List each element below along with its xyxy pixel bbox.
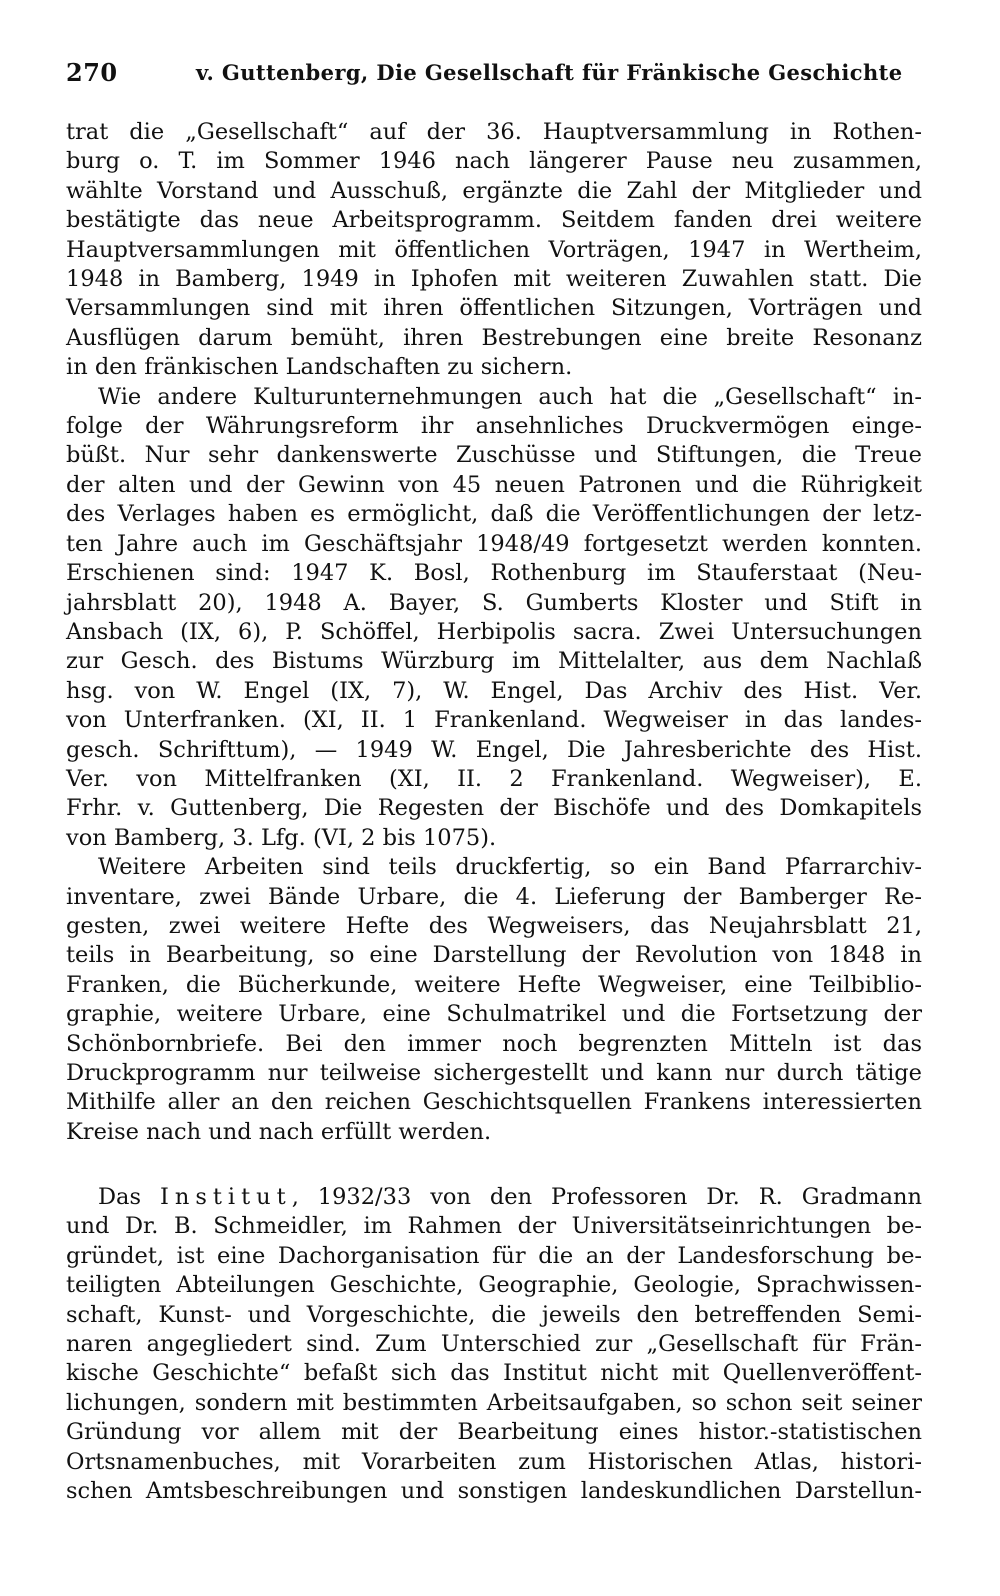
text-line: büßt. Nur sehr dankenswerte Zuschüsse und Stiftungen, die Treue [66,442,922,469]
text-line: teiligten Abteilungen Geschichte, Geographie, Geologie, Sprachwissen- [66,1272,922,1299]
text-line: ten Jahre auch im Geschäftsjahr 1948/49 fortgesetzt werden konnten. [66,530,922,557]
text-line: gesch. Schrifttum), — 1949 W. Engel, Die Jahresberichte des Hist. [66,736,922,763]
text-line: bestätigte das neue Arbeitsprogramm. Seitdem fanden drei weitere [66,207,922,234]
text-line: lichungen, sondern mit bestimmten Arbeitsaufgaben, so schon seit seiner [66,1389,922,1416]
text-line: Mithilfe aller an den reichen Geschichtsquellen Frankens interessierten [66,1089,922,1116]
text-line: zur Gesch. des Bistums Würzburg im Mittelalter, aus dem Nachlaß [66,648,922,675]
paragraph-3 [66,853,922,1147]
text-fragment: Das [98,1184,160,1210]
text-line: gesten, zwei weitere Hefte des Wegweisers, das Neujahrsblatt 21, [66,912,922,939]
text-line: Wie andere Kulturunternehmungen auch hat die „Gesellschaft“ in- [98,383,922,410]
text-line: Schönbornbriefe. Bei den immer noch begrenzten Mitteln ist das [66,1030,922,1057]
text-line-first [66,1183,922,1212]
text-line: Kreise nach und nach erfüllt werden. [66,1118,492,1145]
text-line: folge der Währungsreform ihr ansehnliches Druckvermögen einge- [66,413,922,440]
paragraph-institut [66,1183,922,1506]
text-line: 1948 in Bamberg, 1949 in Iphofen mit weiteren Zuwahlen statt. Die [66,266,922,293]
text-line: schaft, Kunst- und Vorgeschichte, die jeweils den betreffenden Semi- [66,1301,922,1328]
text-line: schen Amtsbeschreibungen und sonstigen landeskundlichen Darstellun- [66,1478,922,1505]
text-line: jahrsblatt 20), 1948 A. Bayer, S. Gumberts Kloster und Stift in [66,589,922,616]
text-line: Weitere Arbeiten sind teils druckfertig, so ein Band Pfarrarchiv- [98,854,922,881]
text-line: von Unterfranken. (XI, II. 1 Frankenland. Wegweiser in das landes- [66,707,922,734]
text-line: burg o. T. im Sommer 1946 nach längerer Pause neu zusammen, [66,148,922,175]
text-line: Ausflügen darum bemüht, ihren Bestrebungen eine breite Resonanz [66,324,922,351]
section-gesellschaft [66,118,922,1147]
text-line: hsg. von W. Engel (IX, 7), W. Engel, Das Archiv des Hist. Ver. [66,677,922,704]
text-line: teils in Bearbeitung, so eine Darstellung der Revolution von 1848 in [66,942,922,969]
text-line: des Verlages haben es ermöglicht, daß die Veröffentlichungen der letz- [66,501,922,528]
text-line: Erschienen sind: 1947 K. Bosl, Rothenburg im Stauferstaat (Neu- [66,560,922,587]
text-line: und Dr. B. Schmeidler, im Rahmen der Universitätseinrichtungen be- [66,1213,922,1240]
text-line: Ortsnamenbuches, mit Vorarbeiten zum Historischen Atlas, histori- [66,1448,922,1475]
text-line: Gründung vor allem mit der Bearbeitung eines histor.-statistischen [66,1419,922,1446]
spaced-term: Institut [159,1184,292,1210]
paragraph-1 [66,118,922,383]
text-line: inventare, zwei Bände Urbare, die 4. Lieferung der Bamberger Re- [66,883,922,910]
text-line: Ver. von Mittelfranken (XI, II. 2 Frankenland. Wegweiser), E. [66,765,922,792]
text-line: der alten und der Gewinn von 45 neuen Patronen und die Rührigkeit [66,471,922,498]
text-line: gründet, ist eine Dachorganisation für die an der Landesforschung be- [66,1242,922,1269]
text-line: Versammlungen sind mit ihren öffentlichen Sitzungen, Vorträgen und [66,295,922,322]
page-header [66,58,922,98]
text-line: Ansbach (IX, 6), P. Schöffel, Herbipolis sacra. Zwei Untersuchungen [66,618,922,645]
text-line: wählte Vorstand und Ausschuß, ergänzte die Zahl der Mitglieder und [66,177,922,204]
text-line: Franken, die Bücherkunde, weitere Hefte Wegweiser, eine Teilbiblio- [66,971,922,998]
text-fragment: , 1932/33 von den Professoren Dr. R. Gradmann [291,1184,923,1210]
paragraph-2 [66,383,922,854]
text-line: Frhr. v. Guttenberg, Die Regesten der Bischöfe und des Domkapitels [66,795,922,822]
text-line: naren angegliedert sind. Zum Unterschied zur „Gesellschaft für Frän- [66,1331,922,1358]
text-line: von Bamberg, 3. Lfg. (VI, 2 bis 1075). [66,824,497,851]
text-line: Druckprogramm nur teilweise sichergestellt und kann nur durch tätige [66,1060,922,1086]
text-line: trat die „Gesellschaft“ auf der 36. Hauptversammlung in Rothen- [66,119,922,145]
page-number: 270 [66,58,118,87]
section-institut [66,1183,922,1506]
text-line: kische Geschichte“ befaßt sich das Institut nicht mit Quellenveröffent- [66,1360,922,1387]
text-line: in den fränkischen Landschaften zu sichern. [66,354,573,381]
text-line: Hauptversammlungen mit öffentlichen Vorträgen, 1947 in Wertheim, [66,236,922,263]
running-head: v. Guttenberg, Die Gesellschaft für Fränkische Geschichte [196,60,903,85]
text-line: graphie, weitere Urbare, eine Schulmatrikel und die Fortsetzung der [66,1001,922,1028]
